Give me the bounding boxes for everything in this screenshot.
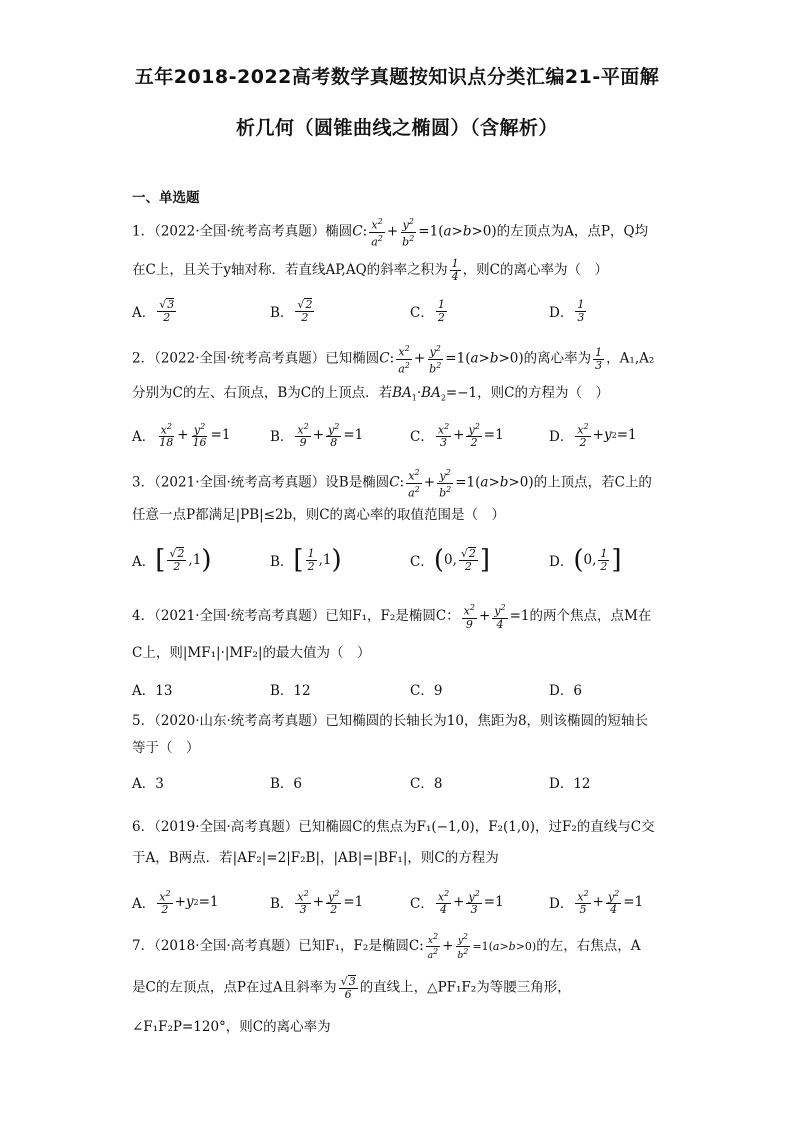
question-4-options <box>132 674 672 704</box>
option-b[interactable]: B．6 <box>270 776 303 792</box>
question-1-line2: 在C上，且关于y轴对称．若直线AP,AQ的斜率之积为 $\frac{1}{4}$ ，则C的离心率为（ ） <box>132 257 609 283</box>
question-3-line2: 任意一点P都满足|PB|≤2b，则C的离心率的取值范围是（ ） <box>132 507 506 523</box>
option-a[interactable]: A．3 <box>132 776 164 792</box>
option-c[interactable]: C．8 <box>410 776 443 792</box>
question-7-line3: ∠F₁F₂P=120°，则C的离心率为 <box>132 1019 331 1035</box>
option-c[interactable]: C．9 <box>410 683 443 699</box>
question-2-line1: 2．（2022·全国·统考高考真题）已知椭圆C: $\frac{x^2}{a^2}$ + $\frac{y^2}{b^2}$ =1(a>b>0)的离心率为 $\frac{1}{3}$ ，A₁,A₂ <box>132 344 655 376</box>
option-c[interactable]: C． ( 0, √ $\frac{2}{2}$ ] <box>410 545 490 575</box>
option-b[interactable]: B． [ $\frac{1}{2}$ ,1 ) <box>270 545 342 575</box>
option-d[interactable]: D． $\frac{x^2}{2}$ + y 2 =1 <box>549 421 637 450</box>
question-2-options <box>132 420 672 450</box>
question-6-line2: 于A，B两点．若|AF₂|=2|F₂B|，|AB|=|BF₁|，则C的方程为 <box>132 850 499 866</box>
question-5-line2: 等于（ ） <box>132 740 200 756</box>
option-a[interactable]: A． √ $\frac{3}{2}$ <box>132 296 178 326</box>
option-a[interactable]: A．13 <box>132 683 173 699</box>
section-heading: 一、单选题 <box>132 190 200 206</box>
document-title-line2: 析几何（圆锥曲线之椭圆）（含解析） <box>235 117 558 139</box>
option-a[interactable]: A． $\frac{x^2}{2}$ + y 2 =1 <box>132 888 219 917</box>
question-1-line1: 1．（2022·全国·统考高考真题）椭圆C: $\frac{x^2}{a^2}$ + $\frac{y^2}{b^2}$ =1(a>b>0)的左顶点为A，点P，Q均 <box>132 217 649 249</box>
option-c[interactable]: C． $\frac{1}{2}$ <box>410 297 445 324</box>
option-c[interactable]: C． $\frac{x^2}{4}$ + $\frac{y^2}{3}$ =1 <box>410 888 504 917</box>
question-5-line1: 5．（2020·山东·统考高考真题）已知椭圆的长轴长为10，焦距为8，则该椭圆的短轴长 <box>132 713 649 729</box>
question-4-line2: C上，则|MF₁|·|MF₂|的最大值为（ ） <box>132 645 371 661</box>
option-b[interactable]: B． $\frac{x^2}{3}$ + $\frac{y^2}{2}$ =1 <box>270 888 364 917</box>
question-7-line1: 7．（2018·全国·高考真题）已知F₁，F₂是椭圆C: $\frac{x^2}{a^2}$ + $\frac{y^2}{b^2}$ =1(a>b>0)的左，右焦点，A <box>132 932 641 961</box>
document-title-line1: 五年2018-2022高考数学真题按知识点分类汇编21-平面解 <box>134 66 660 88</box>
option-d[interactable]: D．12 <box>549 776 591 792</box>
option-a[interactable]: A． [ √ $\frac{2}{2}$ ,1 ) <box>132 545 211 575</box>
option-d[interactable]: D． $\frac{x^2}{5}$ + $\frac{y^2}{4}$ =1 <box>549 888 644 917</box>
question-7-line2: 是C的左顶点，点P在过A且斜率为 √ $\frac{3}{6}$ 的直线上，△PF₁F₂为等腰三角形， <box>132 975 672 1001</box>
question-3-options <box>132 545 672 575</box>
option-d[interactable]: D． ( 0, $\frac{1}{2}$ ] <box>549 545 622 575</box>
question-4-line1: 4．（2021·全国·统考高考真题）已知F₁，F₂是椭圆C： $\frac{x^2}{9}$ + $\frac{y^2}{4}$ =1的两个焦点，点M在 <box>132 603 652 631</box>
option-d[interactable]: D．6 <box>549 683 582 699</box>
question-1-options <box>132 296 672 326</box>
option-b[interactable]: B．12 <box>270 683 311 699</box>
question-3-line1: 3．（2021·全国·统考高考真题）设B是椭圆C: $\frac{x^2}{a^2}$ + $\frac{y^2}{b^2}$ =1(a>b>0)的上顶点，若C上的 <box>132 468 652 500</box>
question-2-line2: 分别为C的左、右顶点，B为C的上顶点．若$BA_1\cdot BA_2=-1$，则C的方程为（ ） <box>132 385 609 403</box>
question-6-options <box>132 887 672 917</box>
option-b[interactable]: B． √ $\frac{2}{2}$ <box>270 296 316 326</box>
option-b[interactable]: B． $\frac{x^2}{9}$ + $\frac{y^2}{8}$ =1 <box>270 421 364 450</box>
question-5-options <box>132 767 672 797</box>
option-c[interactable]: C． $\frac{x^2}{3}$ + $\frac{y^2}{2}$ =1 <box>410 421 504 450</box>
option-d[interactable]: D． $\frac{1}{3}$ <box>549 297 585 324</box>
question-6-line1: 6．（2019·全国·高考真题）已知椭圆C的焦点为F₁(−1,0)，F₂(1,0)，过F₂的直线与C交 <box>132 819 655 835</box>
option-a[interactable]: A． $\frac{x^2}{18}$ + $\frac{y^2}{16}$ =1 <box>132 421 231 450</box>
